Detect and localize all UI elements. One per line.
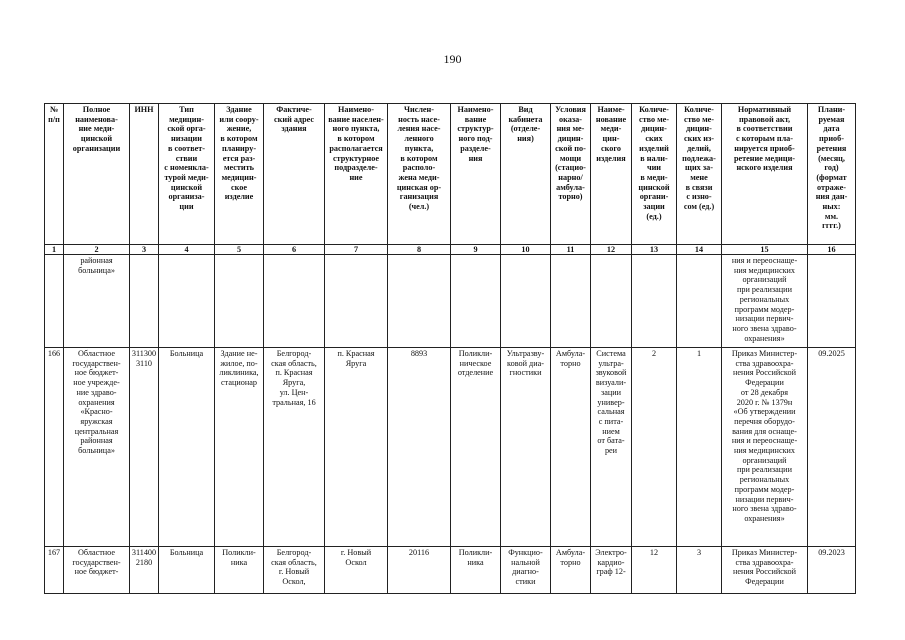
column-number: 1 [45,245,64,255]
cell-planned-date: 09.2025 [808,348,856,547]
header-count-available: Количе- ство ме- дицин- ских изделий в нали- чии в меди- цинской органи- зации (ед.) [632,104,677,245]
header-device-name: Наиме- нование меди- цин- ского изделия [591,104,632,245]
cell-count-replace: 3 [677,547,722,594]
column-number: 13 [632,245,677,255]
header-org-type: Тип медицин- ской орга- низации в соответ- ствии с номенкла- турой меди- цинской организа- ции [159,104,215,245]
cell-count-available: 2 [632,348,677,547]
header-address: Фактиче- ский адрес здания [264,104,325,245]
page-number: 190 [443,52,462,66]
cell-number [45,255,64,348]
cell-building: Поликли- ника [215,547,264,594]
cell-planned-date [808,255,856,348]
header-subdivision: Наимено- вание структур- ного под- разделе- ния [451,104,501,245]
cell-cabinet [501,255,551,348]
header-row [45,104,856,245]
column-number: 12 [591,245,632,255]
cell-org-type [159,255,215,348]
column-number: 5 [215,245,264,255]
cell-inn: 311300 3110 [130,348,159,547]
column-number: 10 [501,245,551,255]
cell-subdivision: Поликли- ника [451,547,501,594]
cell-org-name: Областное государствен- ное бюджет- ное учрежде- ние здраво- охранения «Красно- яружская центральная районная больница» [64,348,130,547]
cell-settlement: г. Новый Оскол [325,547,388,594]
cell-inn: 311400 2180 [130,547,159,594]
header-planned-date: Плани- руемая дата приоб- ретения (месяц, год) (формат отраже- ния дан- ных: мм. гггг.) [808,104,856,245]
column-number: 3 [130,245,159,255]
cell-org-type: Больница [159,547,215,594]
cell-population: 20116 [388,547,451,594]
column-number: 16 [808,245,856,255]
table-row-167 [45,547,856,594]
cell-count-replace: 1 [677,348,722,547]
cell-settlement [325,255,388,348]
cell-care-conditions: Амбула- торно [551,547,591,594]
cell-org-name: районная больница» [64,255,130,348]
table-row-continuation [45,255,856,348]
cell-legal-act: Приказ Министер- ства здравоохра- нения Российской Федерации [722,547,808,594]
cell-count-available: 12 [632,547,677,594]
medical-equipment-table [44,103,856,594]
cell-device-name: Система ультра- звуковой визуали- зации универ- сальная с пита- нием от бата- реи [591,348,632,547]
column-number: 11 [551,245,591,255]
header-settlement: Наимено- вание населен- ного пункта, в котором располагается структурное подразделе- ние [325,104,388,245]
cell-address: Белгород- ская область, п. Красная Яруга, ул. Цен- тральная, 16 [264,348,325,547]
column-number: 4 [159,245,215,255]
header-care-conditions: Условия оказа- ния ме- дицин- ской по- мощи (стацио- нарно/ амбула- торно) [551,104,591,245]
header-cabinet: Вид кабинета (отделе- ния) [501,104,551,245]
column-number: 7 [325,245,388,255]
cell-device-name: Электро- кардио- граф 12- [591,547,632,594]
header-number: № п/п [45,104,64,245]
cell-org-type: Больница [159,348,215,547]
header-inn: ИНН [130,104,159,245]
cell-address [264,255,325,348]
cell-settlement: п. Красная Яруга [325,348,388,547]
header-legal-act: Нормативный правовой акт, в соответствии с которым пла- нируется приоб- ретение медици- нского изделия [722,104,808,245]
cell-building: Здание не- жилое, по- ликлиника, стационар [215,348,264,547]
column-number: 14 [677,245,722,255]
cell-count-replace [677,255,722,348]
header-count-replace: Количе- ство ме- дицин- ских из- делий, подлежа- щих за- мене в связи с изно- сом (ед.) [677,104,722,245]
cell-org-name: Областное государствен- ное бюджет- [64,547,130,594]
column-number: 8 [388,245,451,255]
header-building: Здание или соору- жение, в котором планиру- ется раз- местить медицин- ское изделие [215,104,264,245]
header-org-name: Полное наименова- ние меди- цинской организации [64,104,130,245]
cell-number: 166 [45,348,64,547]
cell-device-name [591,255,632,348]
cell-population: 8893 [388,348,451,547]
column-number: 6 [264,245,325,255]
cell-care-conditions [551,255,591,348]
cell-number: 167 [45,547,64,594]
cell-subdivision: Поликли- ническое отделение [451,348,501,547]
column-number: 2 [64,245,130,255]
cell-population [388,255,451,348]
cell-cabinet: Ультразву- ковой диа- гностики [501,348,551,547]
cell-count-available [632,255,677,348]
column-number: 9 [451,245,501,255]
table-row-166 [45,348,856,547]
cell-subdivision [451,255,501,348]
cell-legal-act: Приказ Министер- ства здравоохра- нения Российской Федерации от 28 декабря 2020 г. № 1379н «Об утверждении перечня оборудо- вания для оснаще- ния и переоснаще- ния медицинских организаций при реализации региональных программ модер- низации первич- ного звена здраво- охранения» [722,348,808,547]
column-number: 15 [722,245,808,255]
cell-cabinet: Функцио- нальной диагно- стики [501,547,551,594]
cell-inn [130,255,159,348]
cell-building [215,255,264,348]
cell-address: Белгород- ская область, г. Новый Оскол, [264,547,325,594]
header-population: Числен- ность насе- ления насе- ленного пункта, в котором располо- жена меди- цинская ор- ганизация (чел.) [388,104,451,245]
column-number-row [45,245,856,255]
cell-legal-act: ния и переоснаще- ния медицинских организаций при реализации региональных программ модер- низации первич- ного звена здраво- охранения» [722,255,808,348]
cell-planned-date: 09.2023 [808,547,856,594]
cell-care-conditions: Амбула- торно [551,348,591,547]
